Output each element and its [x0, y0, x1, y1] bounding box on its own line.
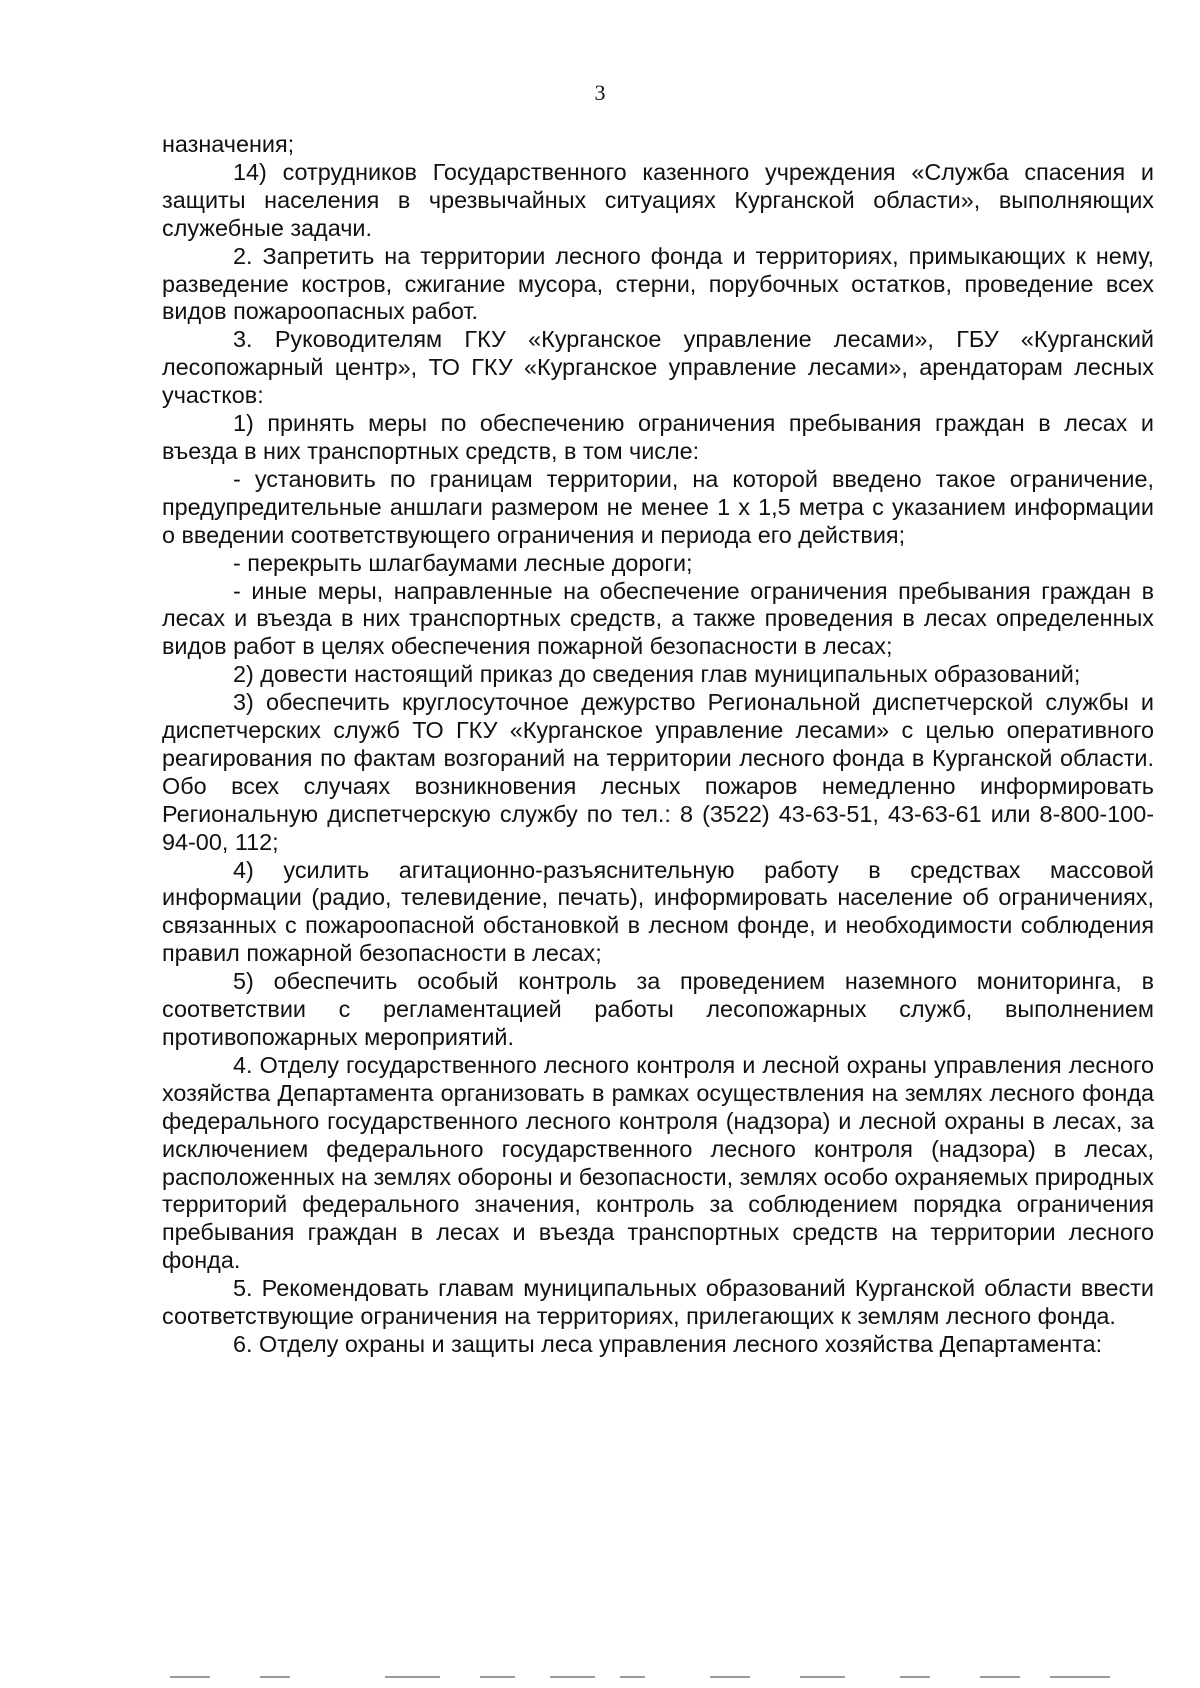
- paragraph-bullet-barriers: - перекрыть шлагбаумами лесные дороги;: [233, 549, 693, 576]
- document-body: [162, 131, 1154, 1359]
- paragraph-subitem-5: 5) обеспечить особый контроль за проведением наземного мониторинга, в соответствии с регламентацией работы лесопожарных служб, выполнением противопожарных мероприятий.: [162, 968, 1154, 1050]
- paragraph-clause-4: 4. Отделу государственного лесного контроля и лесной охраны управления лесного хозяйства Департамента организовать в рамках осуществления на землях лесного фонда федерального государственного лесного контроля (надзора) и лесной охраны в лесах, за исключением федерального государственного лесного контроля (надзора) в лесах, расположенных на землях обороны и безопасности, землях особо охраняемых природных территорий федерального значения, контроль за соблюдением порядка ограничения пребывания граждан в лесах и въезда транспортных средств на территории лесного фонда.: [162, 1051, 1154, 1274]
- paragraph-clause-5: 5. Рекомендовать главам муниципальных образований Курганской области ввести соответствующие ограничения на территориях, прилегающих к землям лесного фонда.: [162, 1275, 1154, 1330]
- paragraph-item-14: 14) сотрудников Государственного казенного учреждения «Служба спасения и защиты населения в чрезвычайных ситуациях Курганской области», выполняющих служебные задачи.: [162, 158, 1154, 241]
- paragraph-subitem-3: 3) обеспечить круглосуточное дежурство Региональной диспетчерской службы и диспетчерских служб ТО ГКУ «Курганское управление лесами» с целью оперативного реагирования по фактам возгораний на территории лесного фонда в Курганской области. Обо всех случаях возникновения лесных пожаров немедленно информировать Региональную диспетчерскую службу по тел.: 8 (3522) 43-63-51, 43-63-61 или 8-800-100-94-00, 112;: [162, 689, 1154, 855]
- paragraph-bullet-signs: - установить по границам территории, на которой введено такое ограничение, предупредительные аншлаги размером не менее 1 х 1,5 метра с указанием информации о введении соответствующего ограничения и периода его действия;: [162, 465, 1154, 548]
- paragraph-clause-6: 6. Отделу охраны и защиты леса управления лесного хозяйства Департамента:: [233, 1330, 1103, 1357]
- paragraph-clause-3: 3. Руководителям ГКУ «Курганское управление лесами», ГБУ «Курганский лесопожарный центр», ТО ГКУ «Курганское управление лесами», арендаторам лесных участков:: [162, 326, 1154, 409]
- paragraph-subitem-2: 2) довести настоящий приказ до сведения глав муниципальных образований;: [233, 661, 1081, 688]
- paragraph-bullet-other-measures: - иные меры, направленные на обеспечение ограничения пребывания граждан в лесах и въезда в них транспортных средств, а также проведения в лесах определенных видов работ в целях обеспечения пожарной безопасности в лесах;: [162, 577, 1154, 660]
- paragraph-clause-2: 2. Запретить на территории лесного фонда и территориях, примыкающих к нему, разведение костров, сжигание мусора, стерни, порубочных остатков, проведение всех видов пожароопасных работ.: [162, 242, 1154, 325]
- paragraph-subitem-1: 1) принять меры по обеспечению ограничения пребывания граждан в лесах и въезда в них транспортных средств, в том числе:: [162, 410, 1154, 464]
- paragraph-continuation: назначения;: [162, 131, 295, 157]
- page-number: 3: [594, 80, 606, 105]
- paragraph-subitem-4: 4) усилить агитационно-разъяснительную работу в средствах массовой информации (радио, телевидение, печать), информировать население об ограничениях, связанных с пожароопасной обстановкой в лесном фонде, и необходимости соблюдения правил пожарной безопасности в лесах;: [162, 856, 1154, 967]
- scan-edge-marks: [150, 1676, 1150, 1680]
